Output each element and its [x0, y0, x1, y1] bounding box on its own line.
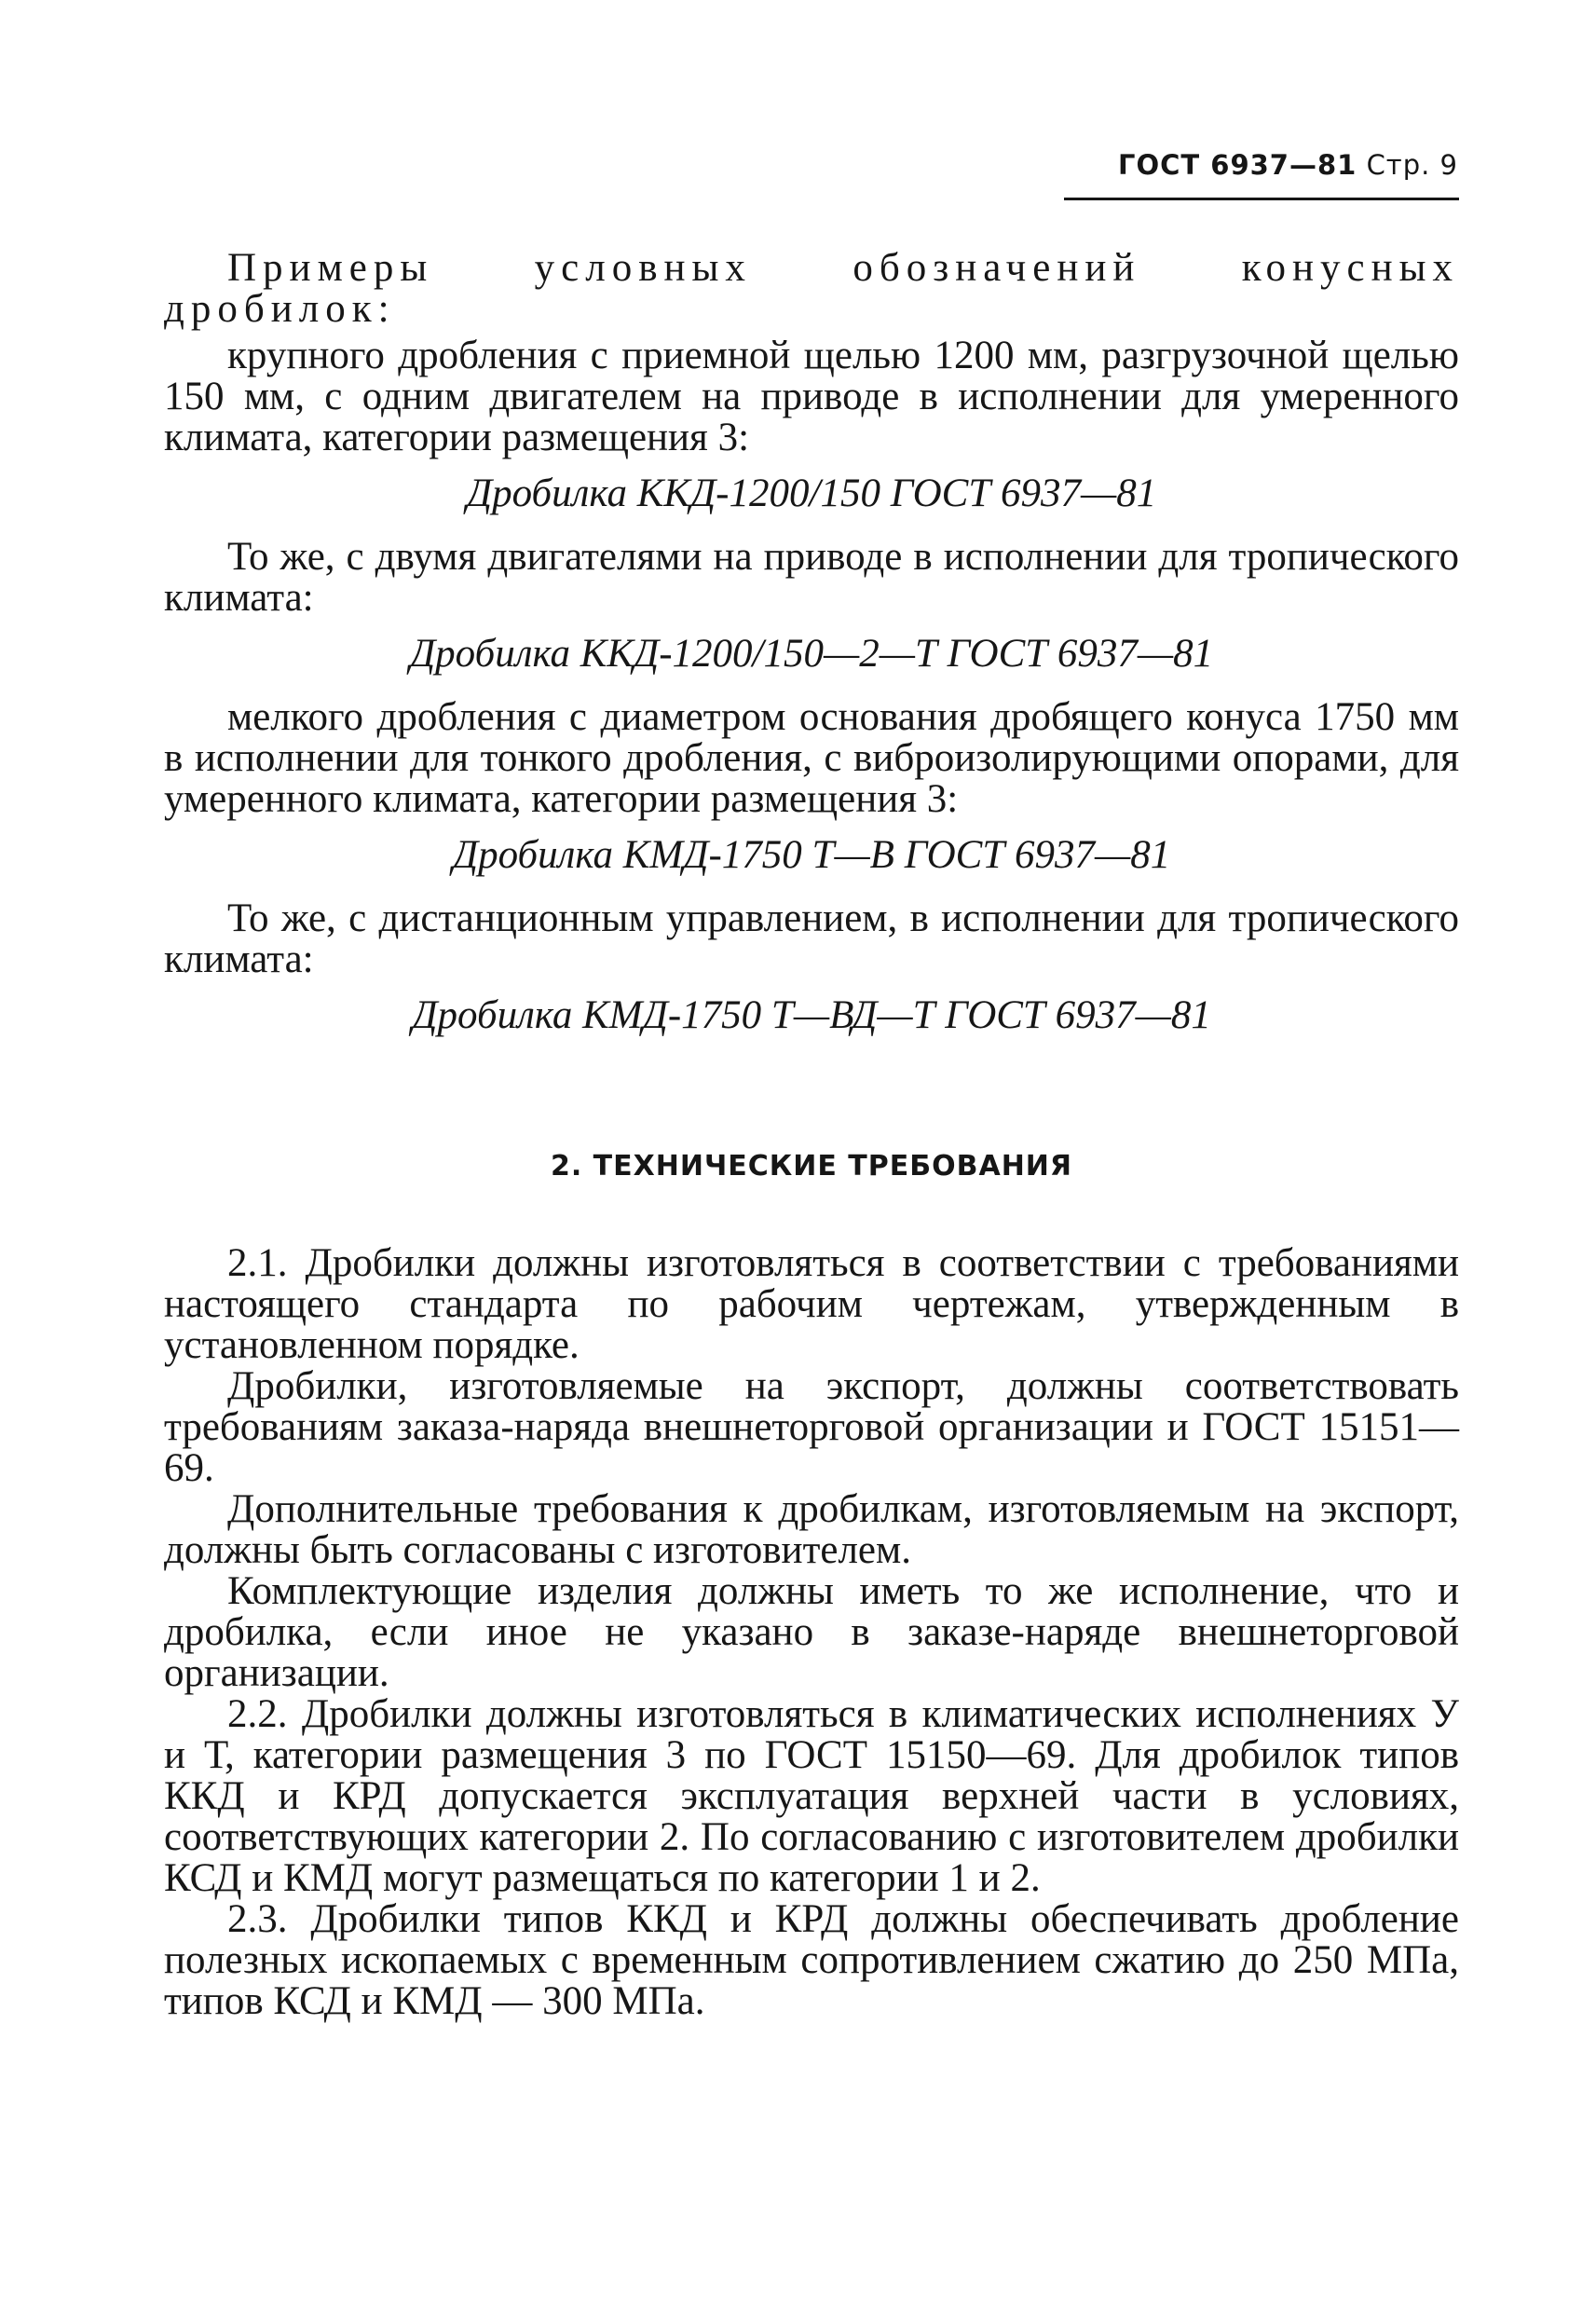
paragraph-export: Дробилки, изготовляемые на экспорт, должны соответствовать требованиям заказа-наряда внешнеторговой организации и ГОСТ 15151—69. [164, 1364, 1459, 1490]
example-3-text: мелкого дробления с диаметром основания дробящего конуса 1750 мм в исполнении для тонкого дробления, с виброизолирующими опорами, для умеренного климата, категории размещения 3: [164, 695, 1459, 821]
header-page-number: Стр. 9 [1366, 149, 1458, 181]
paragraph-components: Комплектующие изделия должны иметь то же исполнение, что и дробилка, если иное не указано в заказе-наряде внешнеторговой организации. [164, 1569, 1459, 1695]
examples-intro: Примеры условных обозначений конусных дробилок: [164, 246, 1459, 331]
example-2-text: То же, с двумя двигателями на приводе в исполнении для тропического климата: [164, 535, 1459, 620]
paragraph-2-3: 2.3. Дробилки типов ККД и КРД должны обеспечивать дробление полезных ископаемых с временным сопротивлением сжатию до 250 МПа, типов КСД и КМД — 300 МПа. [164, 1897, 1459, 2023]
example-4-text: То же, с дистанционным управлением, в исполнении для тропического климата: [164, 896, 1459, 981]
header-rule [1064, 198, 1459, 200]
example-2-designation: Дробилка ККД-1200/150—2—Т ГОСТ 6937—81 [409, 632, 1214, 676]
example-1-text: крупного дробления с приемной щелью 1200 мм, разгрузочной щелью 150 мм, с одним двигателем на приводе в исполнении для умеренного климата, категории размещения 3: [164, 334, 1459, 459]
section-title: 2. ТЕХНИЧЕСКИЕ ТРЕБОВАНИЯ [550, 1150, 1073, 1183]
example-1-designation: Дробилка ККД-1200/150 ГОСТ 6937—81 [466, 472, 1157, 515]
example-3-designation: Дробилка КМД-1750 Т—В ГОСТ 6937—81 [452, 833, 1171, 877]
paragraph-additional: Дополнительные требования к дробилкам, изготовляемым на экспорт, должны быть согласованы с изготовителем. [164, 1487, 1459, 1572]
example-4-designation: Дробилка КМД-1750 Т—ВД—Т ГОСТ 6937—81 [412, 993, 1211, 1037]
page-content [164, 248, 1459, 2022]
header-gost-number: ГОСТ 6937—81 [1117, 149, 1357, 181]
paragraph-2-2: 2.2. Дробилки должны изготовляться в климатических исполнениях У и Т, категории размещения 3 по ГОСТ 15150—69. Для дробилок типов ККД и КРД допускается эксплуатация верхней части в условиях, соответствующих категории 2. По согласованию с изготовителем дробилки КСД и КМД могут размещаться по категории 1 и 2. [164, 1692, 1459, 1900]
page-header [1118, 149, 1458, 181]
paragraph-2-1: 2.1. Дробилки должны изготовляться в соответствии с требованиями настоящего стандарта по рабочим чертежам, утвержденным в установленном порядке. [164, 1241, 1459, 1367]
